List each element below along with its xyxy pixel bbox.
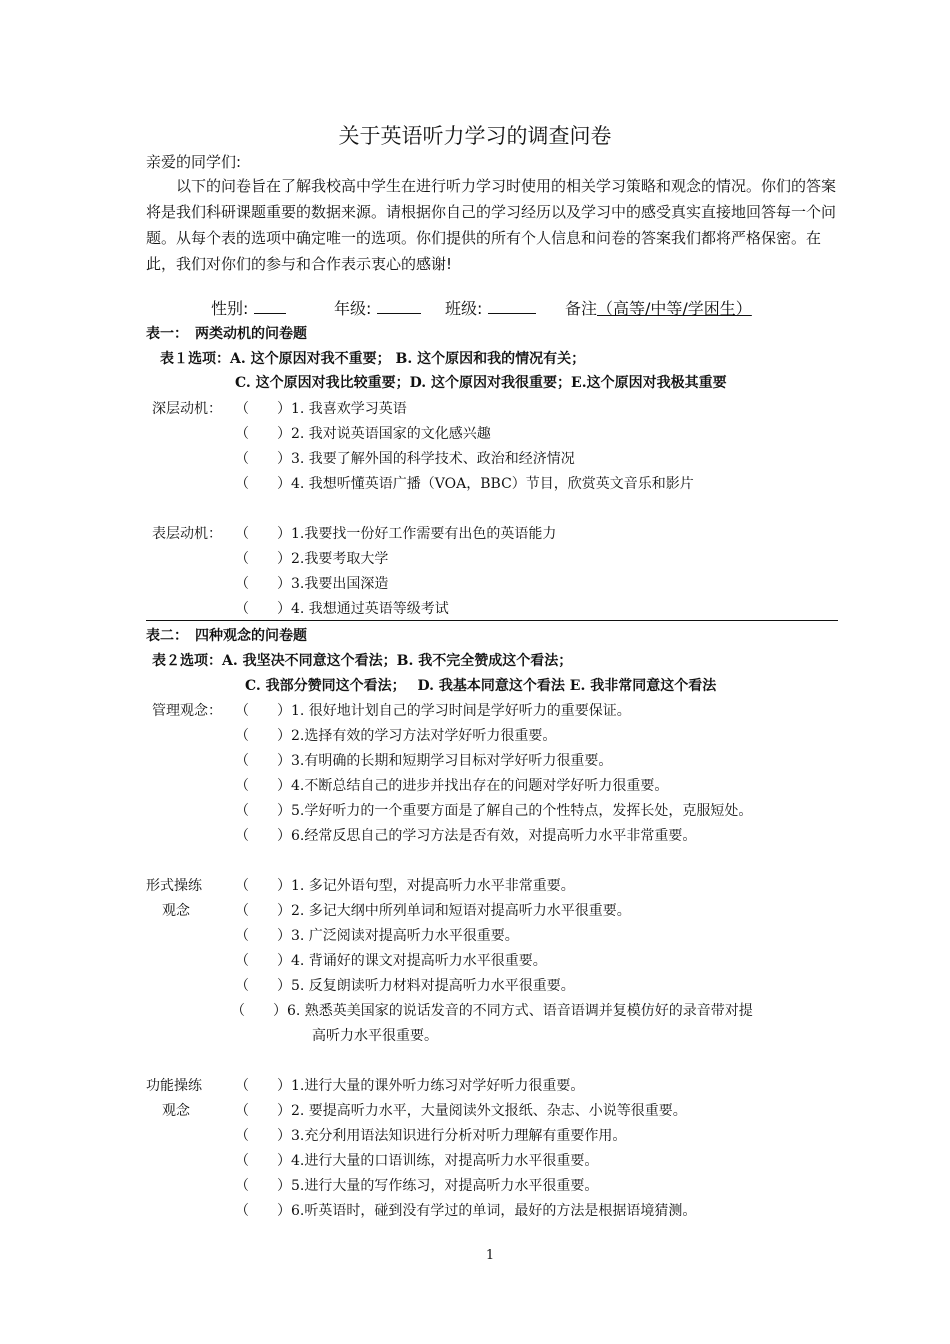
note-value: （高等/中等/学困生） bbox=[597, 299, 752, 318]
table2-options-line1: 表２选项：A. 我坚决不同意这个看法；B. 我不完全赞成这个看法； bbox=[152, 653, 573, 669]
surface-motivation-label: 表层动机： bbox=[152, 526, 222, 542]
func-item-1[interactable]: （ ）1.进行大量的课外听力练习对学好听力很重要。 bbox=[235, 1078, 585, 1094]
intro-text: 以下的问卷旨在了解我校高中学生在进行听力学习时使用的相关学习策略和观念的情况。你们的答案将是我们科研课题重要的数据来源。请根据你自己的学习经历以及学习中的感受真实直接地回答每一个问题。从每个表的选项中确定唯一的选项。你们提供的所有个人信息和问卷的答案我们都将严格保密。在此，我们对你们的参与和合作表示衷心的感谢! bbox=[146, 177, 837, 273]
deep-item-4[interactable]: （ ）4. 我想听懂英语广播（VOA，BBC）节目，欣赏英文音乐和影片 bbox=[235, 476, 694, 492]
func-item-3[interactable]: （ ）3.充分利用语法知识进行分析对听力理解有重要作用。 bbox=[235, 1128, 627, 1144]
note-label: 备注 bbox=[565, 299, 598, 318]
func-item-6[interactable]: （ ）6.听英语时，碰到没有学过的单词，最好的方法是根据语境猜测。 bbox=[235, 1203, 697, 1219]
greeting: 亲爱的同学们: bbox=[146, 153, 242, 171]
management-concept-label: 管理观念： bbox=[152, 703, 222, 719]
form-item-6[interactable]: （ ）6. 熟悉英美国家的说话发音的不同方式、语音语调并复模仿好的录音带对提 bbox=[231, 1003, 753, 1019]
class-field[interactable] bbox=[445, 296, 536, 319]
function-practice-label-2: 观念 bbox=[162, 1103, 190, 1119]
form-practice-label-2: 观念 bbox=[162, 903, 190, 919]
deep-item-2[interactable]: （ ）2. 我对说英语国家的文化感兴趣 bbox=[235, 426, 491, 442]
section-divider bbox=[146, 620, 838, 621]
form-item-6-cont: 高听力水平很重要。 bbox=[312, 1028, 438, 1044]
surface-item-1[interactable]: （ ）1.我要找一份好工作需要有出色的英语能力 bbox=[235, 526, 557, 542]
function-practice-label: 功能操练 bbox=[146, 1078, 202, 1094]
page-number: 1 bbox=[485, 1248, 495, 1263]
deep-item-3[interactable]: （ ）3. 我要了解外国的科学技术、政治和经济情况 bbox=[235, 451, 575, 467]
class-blank[interactable] bbox=[488, 297, 536, 314]
mgmt-item-4[interactable]: （ ）4.不断总结自己的进步并找出存在的问题对学好听力很重要。 bbox=[235, 778, 669, 794]
surface-item-3[interactable]: （ ）3.我要出国深造 bbox=[235, 576, 389, 592]
func-item-4[interactable]: （ ）4.进行大量的口语训练，对提高听力水平很重要。 bbox=[235, 1153, 599, 1169]
deep-motivation-label: 深层动机： bbox=[152, 401, 222, 417]
form-practice-label: 形式操练 bbox=[146, 878, 202, 894]
form-item-1[interactable]: （ ）1. 多记外语句型，对提高听力水平非常重要。 bbox=[235, 878, 575, 894]
table1-options-line2: C. 这个原因对我比较重要；D. 这个原因对我很重要；E.这个原因对我极其重要 bbox=[235, 375, 727, 391]
form-item-3[interactable]: （ ）3. 广泛阅读对提高听力水平很重要。 bbox=[235, 928, 519, 944]
table1-header: 表一： 两类动机的问卷题 bbox=[146, 326, 307, 342]
mgmt-item-6[interactable]: （ ）6.经常反思自己的学习方法是否有效，对提高听力水平非常重要。 bbox=[235, 828, 697, 844]
page-title: 关于英语听力学习的调查问卷 bbox=[338, 124, 612, 148]
surface-item-2[interactable]: （ ）2.我要考取大学 bbox=[235, 551, 389, 567]
table2-header: 表二： 四种观念的问卷题 bbox=[146, 628, 307, 644]
mgmt-item-5[interactable]: （ ）5.学好听力的一个重要方面是了解自己的个性特点，发挥长处，克服短处。 bbox=[235, 803, 753, 819]
gender-field[interactable] bbox=[211, 296, 286, 319]
deep-item-1[interactable]: （ ）1. 我喜欢学习英语 bbox=[235, 401, 407, 417]
surface-item-4[interactable]: （ ）4. 我想通过英语等级考试 bbox=[235, 601, 449, 617]
form-item-5[interactable]: （ ）5. 反复朗读听力材料对提高听力水平很重要。 bbox=[235, 978, 575, 994]
note-field bbox=[565, 296, 752, 319]
func-item-5[interactable]: （ ）5.进行大量的写作练习，对提高听力水平很重要。 bbox=[235, 1178, 599, 1194]
gender-label: 性别: bbox=[211, 299, 249, 318]
gender-blank[interactable] bbox=[254, 297, 286, 314]
form-item-2[interactable]: （ ）2. 多记大纲中所列单词和短语对提高听力水平很重要。 bbox=[235, 903, 631, 919]
grade-blank[interactable] bbox=[377, 297, 421, 314]
form-item-4[interactable]: （ ）4. 背诵好的课文对提高听力水平很重要。 bbox=[235, 953, 547, 969]
mgmt-item-3[interactable]: （ ）3.有明确的长期和短期学习目标对学好听力很重要。 bbox=[235, 753, 613, 769]
grade-field[interactable] bbox=[334, 296, 421, 319]
mgmt-item-1[interactable]: （ ）1. 很好地计划自己的学习时间是学好听力的重要保证。 bbox=[235, 703, 631, 719]
intro-paragraph bbox=[146, 173, 846, 277]
mgmt-item-2[interactable]: （ ）2.选择有效的学习方法对学好听力很重要。 bbox=[235, 728, 557, 744]
grade-label: 年级: bbox=[334, 299, 372, 318]
func-item-2[interactable]: （ ）2. 要提高听力水平，大量阅读外文报纸、杂志、小说等很重要。 bbox=[235, 1103, 687, 1119]
table2-options-line2: C. 我部分赞同这个看法； D. 我基本同意这个看法 E. 我非常同意这个看法 bbox=[245, 678, 717, 694]
class-label: 班级: bbox=[445, 299, 483, 318]
table1-options-line1: 表１选项：A. 这个原因对我不重要； B. 这个原因和我的情况有关； bbox=[160, 351, 586, 367]
